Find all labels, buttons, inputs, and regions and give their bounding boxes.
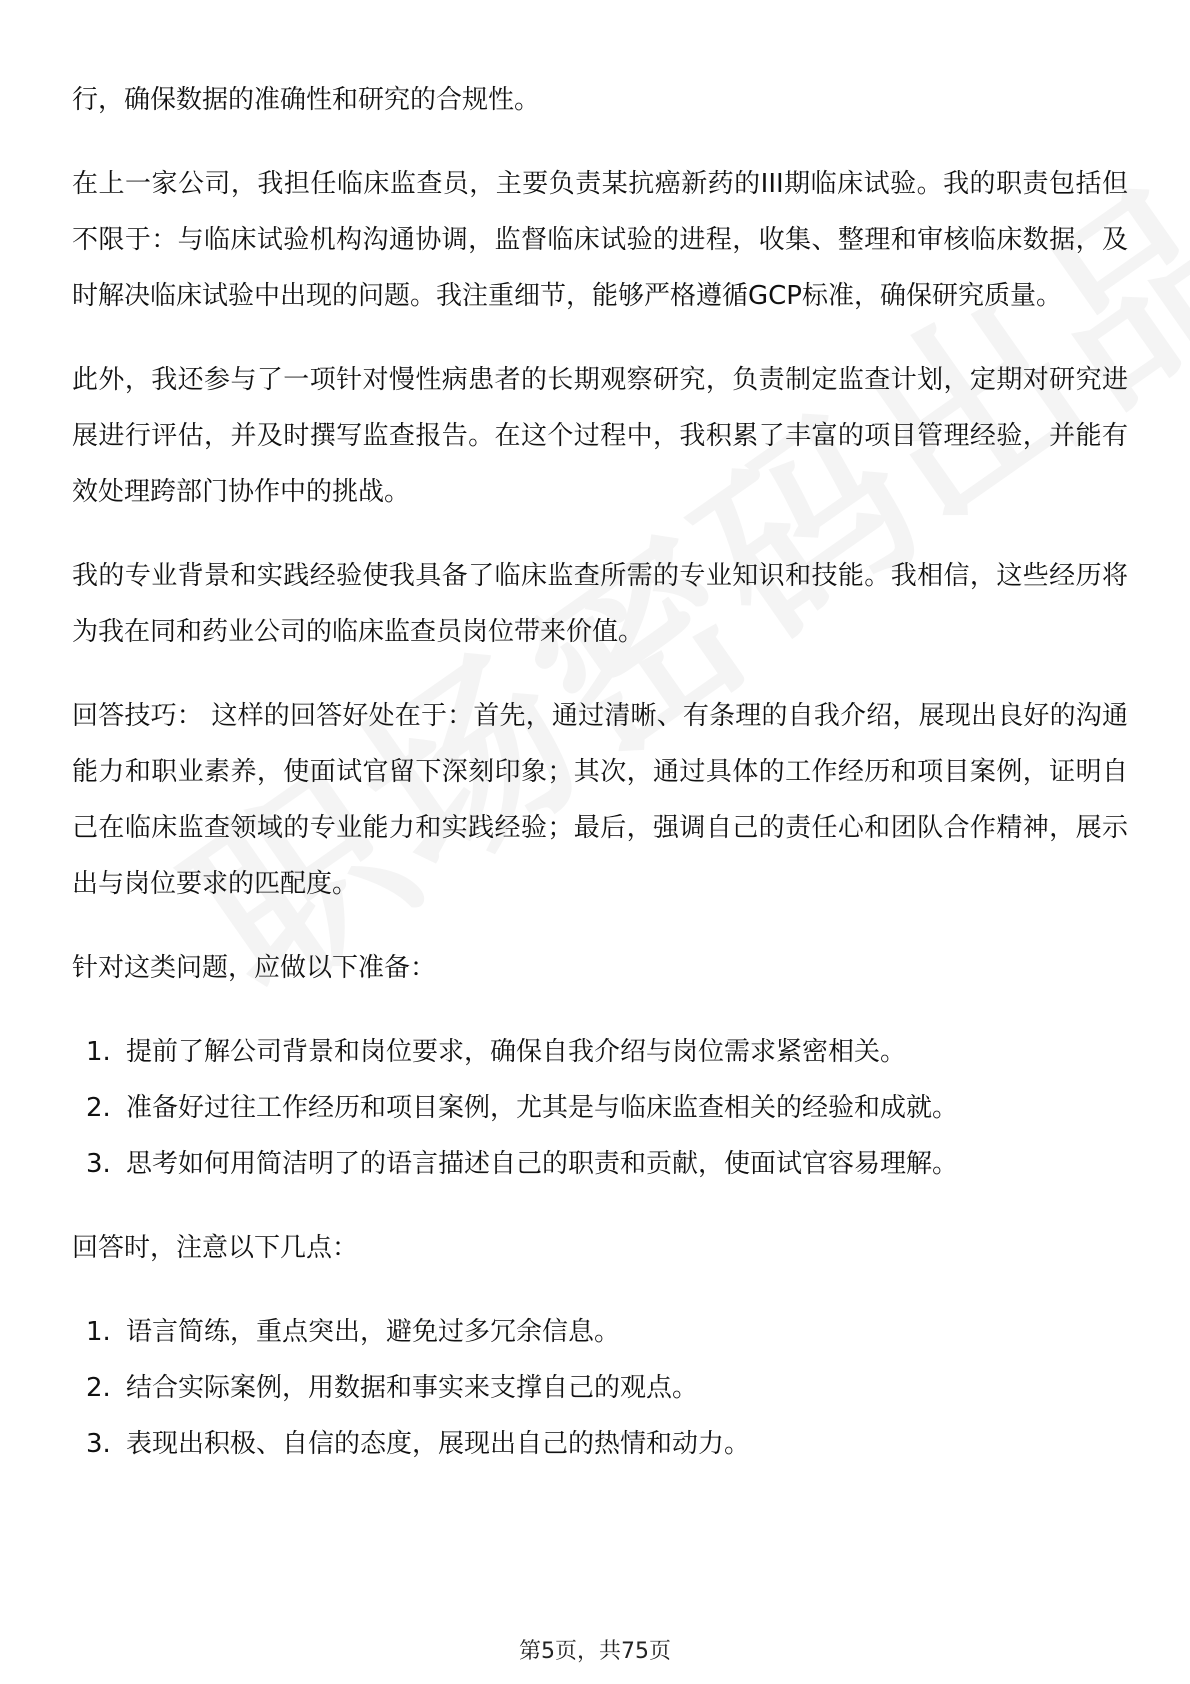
paragraph-summary: 我的专业背景和实践经验使我具备了临床监查所需的专业知识和技能。我相信，这些经历将为我在同和药业公司的临床监查员岗位带来价值。 xyxy=(72,561,1128,647)
page-number: 第5页，共75页 xyxy=(519,1639,671,1664)
list-item-text: 语言简练，重点突出，避免过多冗余信息。 xyxy=(126,1317,621,1347)
list-number: 3. xyxy=(86,1429,111,1459)
paragraph-prep-intro: 针对这类问题，应做以下准备： xyxy=(72,953,437,983)
list-item-text: 准备好过往工作经历和项目案例，尤其是与临床监查相关的经验和成就。 xyxy=(126,1093,959,1123)
list-item xyxy=(72,1136,1128,1192)
list-item xyxy=(72,1080,1128,1136)
list-item xyxy=(72,1304,1128,1360)
list-number: 2. xyxy=(86,1373,111,1403)
document-body xyxy=(72,72,1128,1500)
answer-list xyxy=(72,1304,1128,1472)
list-number: 3. xyxy=(86,1149,111,1179)
list-item xyxy=(72,1416,1128,1472)
paragraph-additional-project: 此外，我还参与了一项针对慢性病患者的长期观察研究，负责制定监查计划，定期对研究进展进行评估，并及时撰写监查报告。在这个过程中，我积累了丰富的项目管理经验，并能有效处理跨部门协作中的挑战。 xyxy=(72,365,1128,507)
list-item-text: 提前了解公司背景和岗位要求，确保自我介绍与岗位需求紧密相关。 xyxy=(126,1037,907,1067)
paragraph-answer-tips: 回答技巧： 这样的回答好处在于：首先，通过清晰、有条理的自我介绍，展现出良好的沟通能力和职业素养，使面试官留下深刻印象；其次，通过具体的工作经历和项目案例，证明自己在临床监查领域的专业能力和实践经验；最后，强调自己的责任心和团队合作精神，展示出与岗位要求的匹配度。 xyxy=(72,701,1128,899)
paragraph-answer-intro: 回答时，注意以下几点： xyxy=(72,1233,359,1263)
list-item xyxy=(72,1024,1128,1080)
paragraph-previous-role: 在上一家公司，我担任临床监查员，主要负责某抗癌新药的III期临床试验。我的职责包括但不限于：与临床试验机构沟通协调，监督临床试验的进程，收集、整理和审核临床数据，及时解决临床试验中出现的问题。我注重细节，能够严格遵循GCP标准，确保研究质量。 xyxy=(72,169,1128,311)
list-item xyxy=(72,1360,1128,1416)
paragraph-continuation: 行，确保数据的准确性和研究的合规性。 xyxy=(72,85,541,115)
list-number: 1. xyxy=(86,1317,111,1347)
list-number: 1. xyxy=(86,1037,111,1067)
list-item-text: 思考如何用简洁明了的语言描述自己的职责和贡献，使面试官容易理解。 xyxy=(126,1149,959,1179)
list-item-text: 表现出积极、自信的态度，展现出自己的热情和动力。 xyxy=(126,1429,751,1459)
list-item-text: 结合实际案例，用数据和事实来支撑自己的观点。 xyxy=(126,1373,699,1403)
list-number: 2. xyxy=(86,1093,111,1123)
prep-list xyxy=(72,1024,1128,1192)
